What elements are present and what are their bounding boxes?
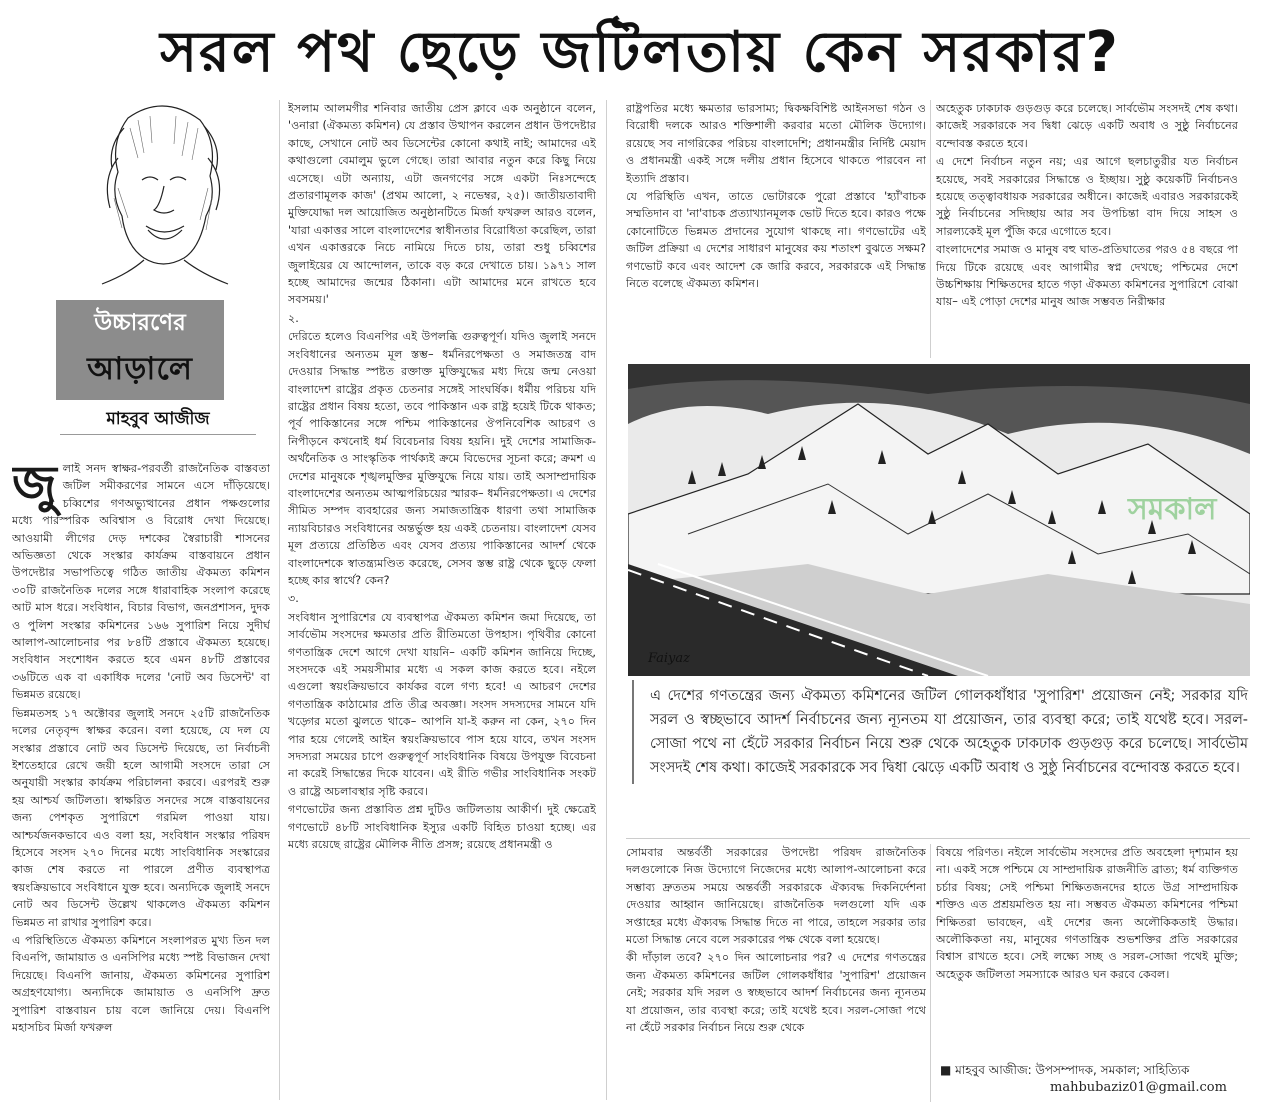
column-rule — [279, 100, 280, 1100]
column-rule — [930, 844, 931, 1102]
author-portrait — [88, 98, 238, 286]
article-paragraph: গণভোটের জন্য প্রস্তাবিত প্রশ্ন দুটিও জটিলতায় আকীর্ণ। দুই ক্ষেত্রেই গণভোটে ৪৮টি সাংবিধানিক ইস্যুর একটি বিহিত চাওয়া হচ্ছে। এর মধ্যে রয়েছে রাষ্ট্রের মৌলিক নীতি প্রসঙ্গ; রয়েছে প্রধানমন্ত্রী ও — [288, 803, 596, 852]
article-paragraph — [12, 460, 270, 704]
article-paragraph: ভিন্নমতসহ ১৭ অক্টোবর জুলাই সনদে ২৫টি রাজনৈতিক দলের নেতৃবৃন্দ স্বাক্ষর করেন। বলা হয়েছে, যে দল যে সংস্কার প্রস্তাবে নোট অব ডিসেন্ট দিয়েছে, তা নির্বাচনী ইশতেহারে রেখে জয়ী হলে আগামী সংসদে তারা সে অনুযায়ী সংস্কার কার্যক্রম পরিচালনা করবে। এরপরই শুরু হয় আশ্চর্য জটিলতা। স্বাক্ষরিত সনদের সঙ্গে বাস্তবায়নের জন্য পেশকৃত সুপারিশে গরমিল পাওয়া যায়। আশ্চর্যজনকভাবে এও বলা হয়, সংবিধান সংস্কার পরিষদ হিসেবে সংসদ ২৭০ দিনের মধ্যে সাংবিধানিক সংস্কারের কাজ শেষ করতে না পারলে প্রণীত ব্যবস্থাপত্র স্বয়ংক্রিয়ভাবে সংবিধানে যুক্ত হবে। অন্যদিকে জুলাই সনদে নোট অব ডিসেন্ট উল্লেখ থাকলেও ঐকমত্য কমিশন ভিন্নমত না রাখার সুপারিশ করে। — [12, 706, 270, 929]
pull-quote: এ দেশের গণতন্ত্রের জন্য ঐকমত্য কমিশনের জটিল গোলকধাঁধার 'সুপারিশ' প্রয়োজন নেই; সরকার যদি সরল ও স্বচ্ছভাবে আদর্শ নির্বাচনের জন্য ন্যূনতম যা প্রয়োজন, তার ব্যবস্থা করে; তাই যথেষ্ট হবে। সরল-সোজা পথে না হেঁটে সরকার নির্বাচন নিয়ে শুরু থেকে অহেতুক ঢাকঢাক গুড়গুড় করে চলেছে। সার্বভৌম সংসদই শেষ কথা। কাজেই সরকারকে সব দ্বিধা ঝেড়ে একটি অবাধ ও সুষ্ঠু নির্বাচনের বন্দোবস্ত করতে হবে। — [632, 680, 1248, 784]
author-name: মাহবুব আজীজ — [60, 404, 256, 435]
author-email: mahbubaziz01@gmail.com — [1050, 1080, 1227, 1095]
headline: সরল পথ ছেড়ে জটিলতায় কেন সরকার? — [160, 20, 1120, 85]
section-number: ৩. — [288, 592, 299, 606]
article-paragraph: যে পরিস্থিতি এখন, তাতে ভোটারকে পুরো প্রস্তাবে 'হ্যাঁ'বাচক সম্মতিদান বা 'না'বাচক প্রত্যাখ্যানমূলক ভোট দিতে হবে। কারও পক্ষে কোনোটিতে ভিন্নমত প্রদানের সুযোগ থাকছে না। গণভোটের এই জটিল প্রক্রিয়া এ দেশের সাধারণ মানুষের কয় শতাংশ বুঝতে সক্ষম? গণভোট কবে এবং আদেশ কে জারি করবে, সরকারকে এই সিদ্ধান্ত নিতে বলেছে ঐকমত্য কমিশন। — [626, 190, 926, 291]
column-3-top — [626, 100, 926, 358]
article-paragraph: সোমবার অন্তর্বর্তী সরকারের উপদেষ্টা পরিষদ রাজনৈতিক দলগুলোকে নিজ উদ্যোগে নিজেদের মধ্যে আলাপ-আলোচনা করে সম্ভাব্য দ্রুততম সময়ে অন্তর্বর্তী সরকারকে ঐক্যবদ্ধ দিকনির্দেশনা দেওয়ার আহ্বান জানিয়েছে। রাজনৈতিক দলগুলো যদি এক সপ্তাহের মধ্যে ঐক্যবদ্ধ সিদ্ধান্ত দিতে না পারে, তাহলে সরকার তার মতো সিদ্ধান্ত নেবে বলে সরকারের পক্ষ থেকে বলা হয়েছে। — [626, 846, 926, 947]
column-brand-line2: আড়ালে — [87, 351, 193, 387]
paragraph-text: লাই সনদ স্বাক্ষর-পরবর্তী রাজনৈতিক বাস্তবতা জটিল সমীকরণের সামনে এসে দাঁড়িয়েছে। চব্বিশের গণঅভ্যুত্থানের প্রধান পক্ষগুলোর মধ্যে পারস্পরিক অবিশ্বাস ও বিরোধ দেখা দিয়েছে। আওয়ামী লীগের দেড় দশকের স্বৈরাচারী শাসনের অভিজ্ঞতা থেকে সংস্কার কার্যক্রম বাস্তবায়নে প্রধান উপদেষ্টার সভাপতিত্বে গঠিত জাতীয় ঐকমত্য কমিশন ৩০টি রাজনৈতিক দলের সঙ্গে ধারাবাহিক সংলাপ করেছে আট মাস ধরে। সংবিধান, বিচার বিভাগ, জনপ্রশাসন, দুদক ও পুলিশ সংস্কার কমিশনের ১৬৬ সুপারিশ নিয়ে সুদীর্ঘ আলাপ-আলোচনার পর ৮৪টি প্রস্তাবে ঐকমত্য হয়েছে। সংবিধান সংশোধন করতে হবে এমন ৪৮টি প্রস্তাবের ৩৬টিতে এক বা একাধিক দলের 'নোট অব ডিসেন্ট' বা ভিন্নমত রয়েছে। — [12, 462, 270, 702]
article-paragraph: এ দেশে নির্বাচন নতুন নয়; এর আগে ছলচাতুরীর যত নির্বাচন হয়েছে, সবই সরকারের সিদ্ধান্তে ও ইচ্ছায়। সুষ্ঠু কয়েকটি নির্বাচনও হয়েছে তত্ত্বাবধায়ক সরকারের অধীনে। কাজেই এবারও সরকারকেই সুষ্ঠু নির্বাচনের সদিচ্ছায় আর সব উপচিন্তা বাদ দিয়ে সাহস ও সারল্যকেই মূল পুঁজি করে এগোতে হবে। — [936, 155, 1238, 238]
dropcap: জু — [12, 460, 57, 513]
article-paragraph: সংবিধান সুপারিশের যে ব্যবস্থাপত্র ঐকমত্য কমিশন জমা দিয়েছে, তা সার্বভৌম সংসদের ক্ষমতার প্রতি রীতিমতো উপহাস। পৃথিবীর কোনো গণতান্ত্রিক দেশে আগে দেখা যায়নি– একটি কমিশন জানিয়ে দিচ্ছে, সংসদকে এই সময়সীমার মধ্যে এ সকল কাজ করতে হবে। নইলে এগুলো স্বয়ংক্রিয়ভাবে কার্যকর বলে গণ্য হবে! এ আচরণ দেশের গণতান্ত্রিক কাঠামোর প্রতি তীব্র অবজ্ঞা। সংসদ সদস্যদের সামনে যদি খড়্গের মতো ঝুলতে থাকে– আপনি যা-ই করুন না কেন, ২৭০ দিন পার হয়ে গেলেই আইন স্বয়ংক্রিয়ভাবে পাস হয়ে যাবে, তখন সংসদ সদস্যরা সময়ের চাপে গুরুত্বপূর্ণ সাংবিধানিক বিষয়ে উপযুক্ত বিবেচনা না করেই সিদ্ধান্তের দিকে যাবেন। এই রীতি গভীর সাংবিধানিক সংকট ও রাষ্ট্রে অচলাবস্থার সৃষ্টি করবে। — [288, 610, 596, 798]
author-byline: ■ মাহবুব আজীজ: উপসম্পাদক, সমকাল; সাহিত্যিক — [940, 1063, 1190, 1077]
column-4-bottom — [936, 844, 1238, 1054]
watermark: সমকাল — [1128, 493, 1217, 526]
column-3-bottom — [626, 844, 926, 1102]
column-rule — [606, 100, 607, 1100]
editorial-illustration — [628, 364, 1250, 676]
article-paragraph: কী দাঁড়াল তবে? ২৭০ দিন আলোচনার পর? এ দেশের গণতন্ত্রের জন্য ঐকমত্য কমিশনের জটিল গোলকধাঁধার 'সুপারিশ' প্রয়োজন নেই; সরকার যদি সরল ও স্বচ্ছভাবে আদর্শ নির্বাচনের জন্য ন্যূনতম যা প্রয়োজন, তার ব্যবস্থা করে; তাই যথেষ্ট হবে। সরল-সোজা পথে না হেঁটে সরকার নির্বাচন নিয়ে শুরু থেকে — [626, 951, 926, 1035]
article-paragraph: এ পরিস্থিতিতে ঐকমত্য কমিশনে সংলাপরত মুখ্য তিন দল বিএনপি, জামায়াত ও এনসিপির মধ্যে স্পষ্ট বিভাজন দেখা দিয়েছে। বিএনপি জানায়, ঐকমত্য কমিশনের সুপারিশ অগ্রহণযোগ্য। অন্যদিকে জামায়াত ও এনসিপি দ্রুত সুপারিশ বাস্তবায়ন চায় বলে জানিয়ে দেয়। বিএনপি মহাসচিব মির্জা ফখরুল — [12, 933, 270, 1034]
pull-quote-divider — [626, 838, 1250, 839]
column-2 — [288, 100, 596, 1100]
column-brand — [56, 300, 224, 400]
column-4-top — [936, 100, 1238, 358]
article-paragraph: বাংলাদেশের সমাজ ও মানুষ বহু ঘাত-প্রতিঘাতের পরও ৫৪ বছরে পা দিয়ে টিকে রয়েছে এবং আগামীর স্বপ্ন দেখছে; পশ্চিমের দেশে উচ্চশিক্ষায় শিক্ষিতদের হাতে গড়া ঐকমত্য কমিশনের সুপারিশে বোঝা যায়– এই পোড়া দেশের মানুষ আজ সম্ভবত নিরীক্ষার — [936, 243, 1238, 309]
article-paragraph: অহেতুক ঢাকঢাক গুড়গুড় করে চলেছে। সার্বভৌম সংসদই শেষ কথা। কাজেই সরকারকে সব দ্বিধা ঝেড়ে একটি অবাধ ও সুষ্ঠু নির্বাচনের বন্দোবস্ত করতে হবে। — [936, 102, 1238, 150]
article-paragraph: রাষ্ট্রপতির মধ্যে ক্ষমতার ভারসাম্য; দ্বিকক্ষবিশিষ্ট আইনসভা গঠন ও বিরোধী দলকে আরও শক্তিশালী করবার মতো মৌলিক উদ্যোগ। রয়েছে সব নাগরিকের পরিচয় বাংলাদেশি; প্রধানমন্ত্রীর নির্দিষ্ট মেয়াদ ও প্রধানমন্ত্রী একই সঙ্গে দলীয় প্রধান হিসেবে থাকতে পারবেন না ইত্যাদি প্রস্তাব। — [626, 102, 926, 185]
article-paragraph: দেরিতে হলেও বিএনপির এই উপলব্ধি গুরুত্বপূর্ণ। যদিও জুলাই সনদে সংবিধানের অন্যতম মূল স্তম্ভ– ধর্মনিরপেক্ষতা ও সমাজতন্ত্র বাদ দেওয়ার সিদ্ধান্ত স্পষ্টত রক্তাক্ত মুক্তিযুদ্ধের মধ্য দিয়ে জন্ম নেওয়া বাংলাদেশ রাষ্ট্রের প্রকৃত চেতনার সঙ্গেই সাংঘর্ষিক। ধর্মীয় পরিচয় যদি রাষ্ট্রের প্রধান বিষয় হতো, তবে পাকিস্তান এক রাষ্ট্র হয়েই টিকে থাকত; পূর্ব পাকিস্তানের সঙ্গে পশ্চিম পাকিস্তানের ঔপনিবেশিক আচরণ ও নিপীড়নে কখনোই ধর্ম বিবেচনার বিষয় হয়নি। দুই দেশের সামাজিক-অর্থনৈতিক ও সাংস্কৃতিক পার্থক্যই ক্রমে বিভেদের সূচনা করে; ক্রমশ এ দেশের মানুষকে শৃঙ্খলমুক্তির মুক্তিযুদ্ধে নিয়ে যায়। তাই অসাম্প্রদায়িক বাংলাদেশের অন্যতম আত্মপরিচয়ের স্মারক– ধর্মনিরপেক্ষতা। এ দেশের সীমিত সম্পদ ব্যবহারের জন্য সমাজতান্ত্রিক ধারণা তথা সামাজিক ন্যায়বিচারও সংবিধানের অন্তর্ভুক্ত হয় একই চেতনায়। বাংলাদেশ যেসব মূল প্রত্যয়ে প্রতিষ্ঠিত এবং যেসব প্রত্যয় পাকিস্তানের আদর্শ থেকে বাংলাদেশকে স্বাতন্ত্র্যমণ্ডিত করেছে, সেসব স্তম্ভ রাষ্ট্র থেকে ছুড়ে ফেলা হচ্ছে কার স্বার্থে? কেন? — [288, 330, 596, 587]
column-1 — [12, 460, 270, 1100]
article-paragraph: ইসলাম আলমগীর শনিবার জাতীয় প্রেস ক্লাবে এক অনুষ্ঠানে বলেন, 'ওনারা (ঐকমত্য কমিশন) যে প্রস্তাব উত্থাপন করলেন প্রধান উপদেষ্টার কাছে, সেখানে নোট অব ডিসেন্টের কোনো কথাই নাই; আমাদের এই কথাগুলো বেমালুম ভুলে গেছে। তারা আবার নতুন করে কিছু নিয়ে এসেছে। এটা অন্যায়, এটা জনগণের সঙ্গে একটা নিঃসন্দেহে প্রতারণামূলক কাজ' (প্রথম আলো, ২ নভেম্বর, ২৫)। জাতীয়তাবাদী মুক্তিযোদ্ধা দল আয়োজিত অনুষ্ঠানটিতে মির্জা ফখরুল আরও বলেন, 'যারা একাত্তর সালে বাংলাদেশের স্বাধীনতার বিরোধিতা করেছিল, তারা এখন একাত্তরকে নিচে নামিয়ে দিতে চায়, তারা শুধু চব্বিশের জুলাইয়ের যে আন্দোলন, তাকে বড় করে দেখাতে চায়। ১৯৭১ সাল হচ্ছে আমাদের জন্মের ঠিকানা। এটা আমাদের মনে রাখতে হবে সবসময়।' — [288, 102, 596, 307]
column-rule — [930, 100, 931, 358]
illustration-signature: Faiyaz — [648, 651, 690, 666]
column-brand-line1: উচ্চারণের — [94, 310, 186, 336]
article-paragraph: বিষয়ে পরিণত। নইলে সার্বভৌম সংসদের প্রতি অবহেলা দৃশ্যমান হয় না। একই সঙ্গে পশ্চিমে যে সাম্প্রদায়িক রাজনীতি ব্রাত্য; ধর্ম ব্যক্তিগত চর্চার বিষয়; সেই পশ্চিমা শিক্ষিতজনদের হাতে উগ্র সাম্প্রদায়িক শক্তিও এত প্রশ্রয়মণ্ডিত হয় না। সম্ভবত ঐকমত্য কমিশনের পশ্চিমা শিক্ষিতরা ভাবছেন, এই দেশের জন্য অলৌকিকতাই উদ্ধার। অলৌকিকতা নয়, মানুষের গণতান্ত্রিক শুভশক্তির প্রতি সরকারের বিশ্বাস রাখতে হবে। সেই লক্ষ্যে সচ্ছ ও সরল-সোজা পথেই মুক্তি; অহেতুক জটিলতা সমস্যাকে আরও ঘন করবে কেবল। — [936, 846, 1238, 981]
section-number: ২. — [288, 311, 299, 325]
